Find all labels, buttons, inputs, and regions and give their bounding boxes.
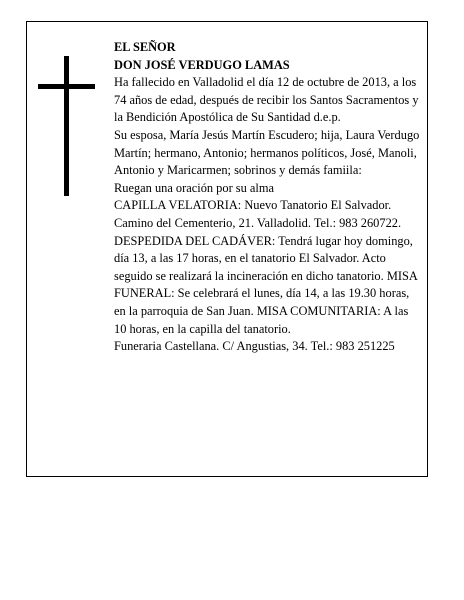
death-paragraph: Ha fallecido en Valladolid el día 12 de octubre de 2013, a los 74 años de edad, después de recibir los Santos Sacramentos y la Bendición Apostólica de Su Santidad d.e.p. — [114, 75, 419, 125]
funeral-home-paragraph: Funeraria Castellana. C/ Angustias, 34. Tel.: 983 251225 — [114, 339, 395, 354]
prayer-request: Ruegan una oración por su alma — [114, 180, 274, 195]
cross-vertical-bar — [64, 56, 69, 196]
deceased-name: DON JOSÉ VERDUGO LAMAS — [114, 57, 290, 72]
chapel-paragraph: CAPILLA VELATORIA: Nuevo Tanatorio El Salvador. Camino del Cementerio, 21. Valladolid. Tel.: 983 260722. — [114, 198, 402, 230]
cross-horizontal-bar — [38, 84, 95, 89]
family-paragraph: Su esposa, María Jesús Martín Escudero; hija, Laura Verdugo Martín; hermano, Antonio; hermanos políticos, José, Manoli, Antonio y Maricarmen; sobrinos y demás famiila: — [114, 127, 420, 178]
obituary-text — [114, 39, 420, 356]
farewell-paragraph: DESPEDIDA DEL CADÁVER: Tendrá lugar hoy domingo, día 13, a las 17 horas, en el tanatorio El Salvador. Acto seguido se realizará la incineración en dicho tanatorio. MISA FUNERAL: Se celebrará el lunes, día 14, a las 19.30 horas, en la parroquia de San Juan. MISA COMUNITARIA: A las 10 horas, en la capilla del tanatorio. — [114, 233, 418, 336]
heading-title: EL SEÑOR — [114, 40, 176, 54]
